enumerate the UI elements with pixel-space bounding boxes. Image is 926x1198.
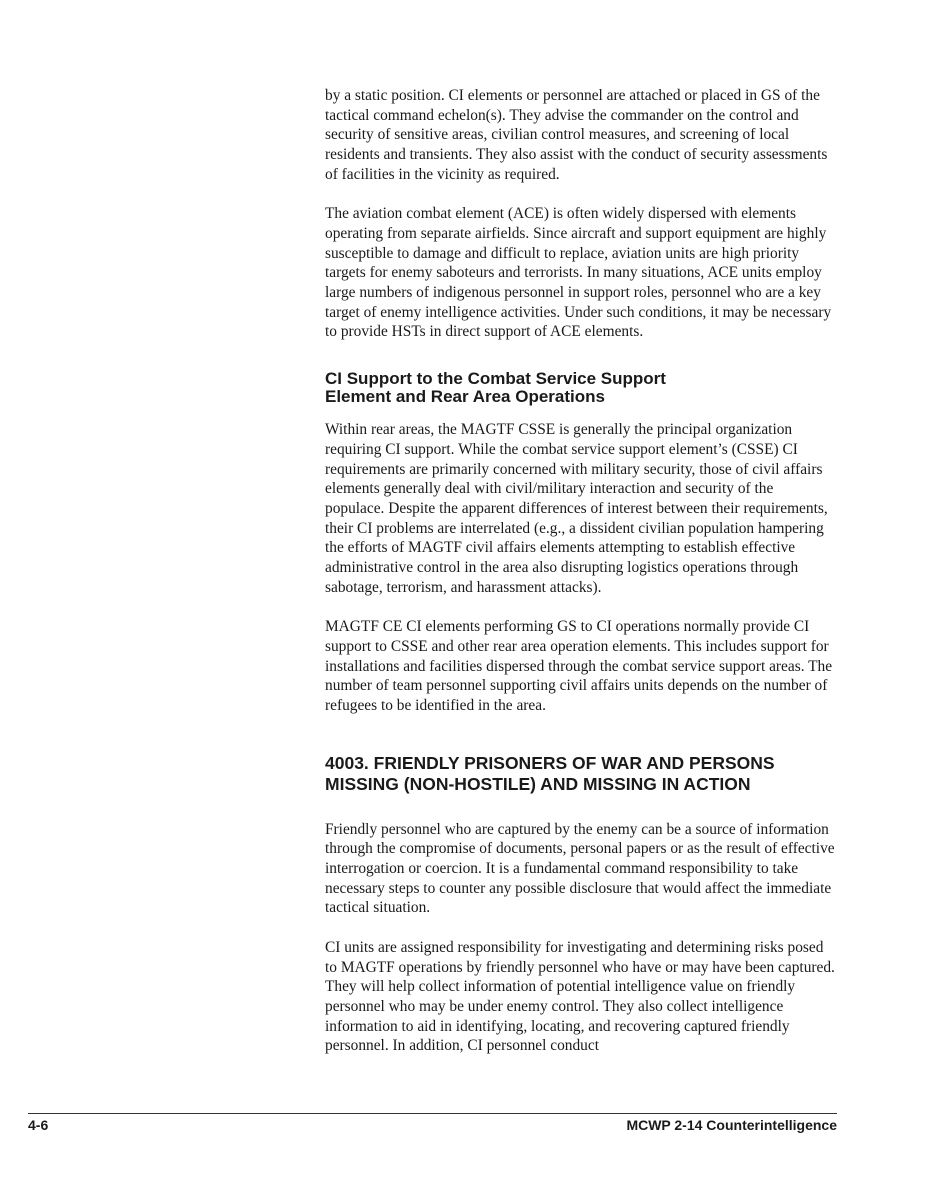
paragraph-ci-units-responsibility: CI units are assigned responsibility for investigating and determining risks posed to MAGTF operations by friendly personnel who have or may have been captured. They will help collect information of potential intelligence value on friendly personnel who may be under enemy control. They also collect intelligence information to aid in identifying, locating, and recovering captured friendly personnel. In addition, CI personnel conduct	[325, 938, 835, 1055]
footer-divider	[28, 1113, 837, 1114]
section-heading-4003: 4003. FRIENDLY PRISONERS OF WAR AND PERSONS MISSING (NON-HOSTILE) AND MISSING IN ACTION	[325, 752, 775, 794]
paragraph-rear-areas: Within rear areas, the MAGTF CSSE is generally the principal organization requiring CI support. While the combat service support element’s (CSSE) CI requirements are primarily concerned with military security, those of civil affairs elements generally deal with civil/military interaction and security of the populace. Despite the apparent differences of interest between their requirements, their CI problems are interrelated (e.g., a dissident civilian population hampering the efforts of MAGTF civil affairs elements attempting to establish effective administrative control in the area also disrupting logistics operations through sabotage, terrorism, and harassment attacks).	[325, 421, 828, 596]
text-column	[325, 86, 835, 1056]
paragraph-aviation-combat-element: The aviation combat element (ACE) is often widely dispersed with elements operating from separate airfields. Since aircraft and support equipment are highly susceptible to damage and difficult to replace, aviation units are high priority targets for enemy saboteurs and terrorists. In many situations, ACE units employ large numbers of indigenous personnel in support roles, personnel who are a key target of enemy intelligence activities. Under such conditions, it may be necessary to provide HSTs in direct support of ACE elements.	[325, 205, 832, 341]
paragraph-ci-static-position: by a static position. CI elements or personnel are attached or placed in GS of the tactical command echelon(s). They advise the commander on the control and security of sensitive areas, civilian control measures, and screening of local residents and transients. They also assist with the conduct of security assessments of facilities in the vicinity as required.	[325, 87, 828, 183]
subheading-csse-rear-area: CI Support to the Combat Service Support Element and Rear Area Operations	[325, 369, 666, 407]
paragraph-magtf-ce-ci: MAGTF CE CI elements performing GS to CI operations normally provide CI support to CSSE and other rear area operation elements. This includes support for installations and facilities dispersed through the combat service support areas. The number of team personnel supporting civil affairs units depends on the number of refugees to be identified in the area.	[325, 618, 833, 714]
footer-page-number: 4-6	[28, 1117, 49, 1133]
footer-publication-title: MCWP 2-14 Counterintelligence	[626, 1117, 837, 1133]
paragraph-friendly-personnel: Friendly personnel who are captured by the enemy can be a source of information through the compromise of documents, personal papers or as the result of effective interrogation or coercion. It is a fundamental command responsibility to take necessary steps to counter any possible disclosure that would affect the immediate tactical situation.	[325, 820, 835, 917]
